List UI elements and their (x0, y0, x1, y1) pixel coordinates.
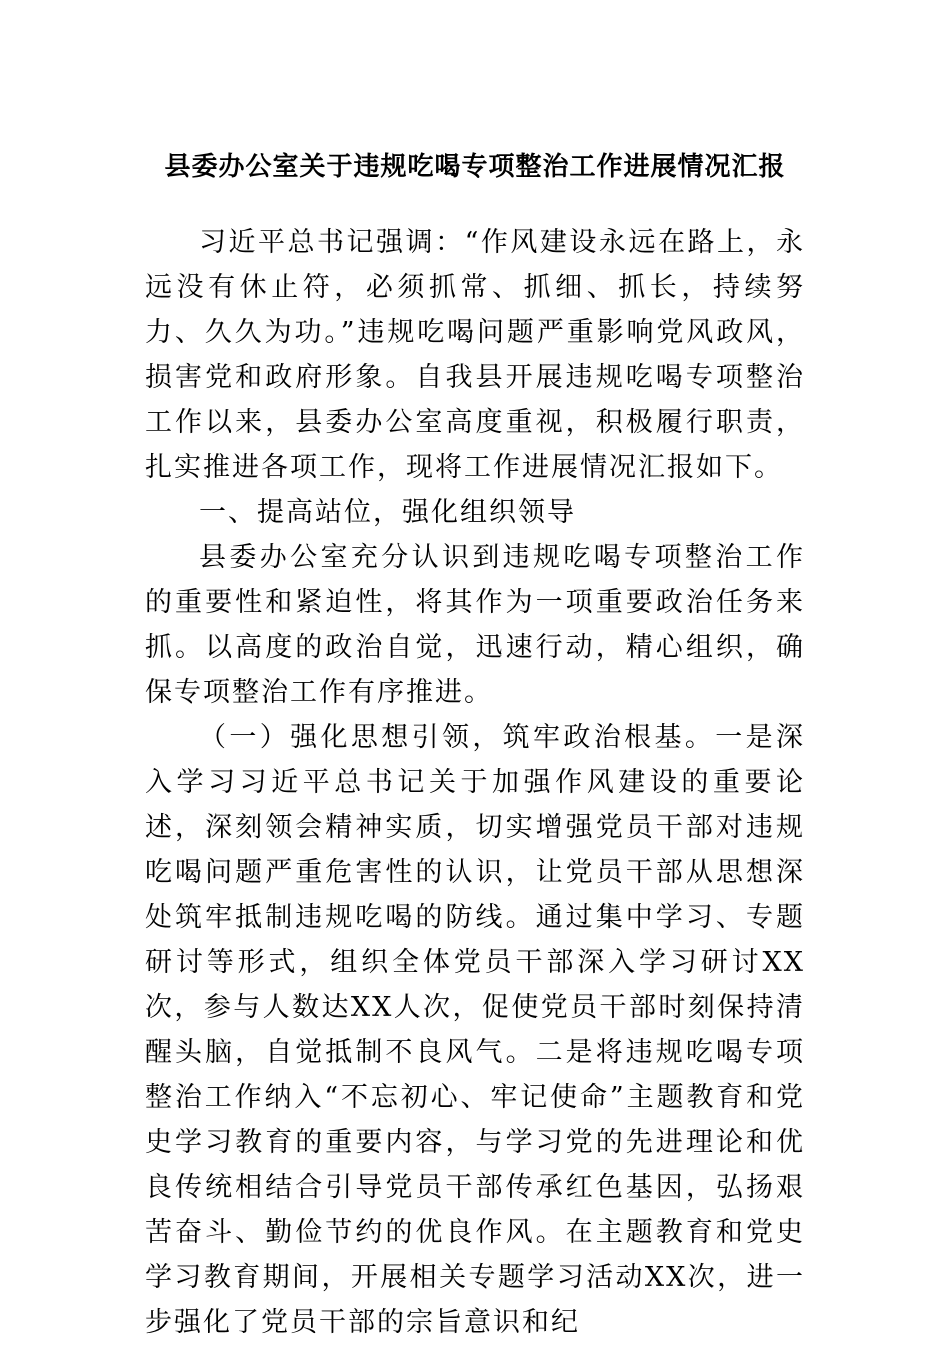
subsection-1-paragraph: （一）强化思想引领，筑牢政治根基。一是深入学习习近平总书记关于加强作风建设的重要论述，深刻领会精神实质，切实增强党员干部对违规吃喝问题严重危害性的认识，让党员干部从思想深处筑牢抵制违规吃喝的防线。通过集中学习、专题研讨等形式，组织全体党员干部深入学习研讨XX次，参与人数达XX人次，促使党员干部时刻保持清醒头脑，自觉抵制不良风气。二是将违规吃喝专项整治工作纳入“不忘初心、牢记使命”主题教育和党史学习教育的重要内容，与学习党的先进理论和优良传统相结合引导党员干部传承红色基因，弘扬艰苦奋斗、勤俭节约的优良作风。在主题教育和党史学习教育期间，开展相关专题学习活动XX次，进一步强化了党员干部的宗旨意识和纪 (145, 722, 805, 1338)
intro-paragraph: 习近平总书记强调：“作风建设永远在路上，永远没有休止符，必须抓常、抓细、抓长，持续努力、久久为功。”违规吃喝问题严重影响党风政风，损害党和政府形象。自我县开展违规吃喝专项整治工作以来，县委办公室高度重视，积极履行职责，扎实推进各项工作，现将工作进展情况汇报如下。 (145, 227, 805, 483)
document-title: 县委办公室关于违规吃喝专项整治工作进展情况汇报 (164, 152, 786, 182)
section-1-paragraph: 县委办公室充分认识到违规吃喝专项整治工作的重要性和紧迫性，将其作为一项重要政治任务来抓。以高度的政治自觉，迅速行动，精心组织，确保专项整治工作有序推进。 (145, 542, 805, 708)
document-body (145, 220, 805, 1345)
section-heading-1: 一、提高站位，强化组织领导 (199, 497, 576, 528)
